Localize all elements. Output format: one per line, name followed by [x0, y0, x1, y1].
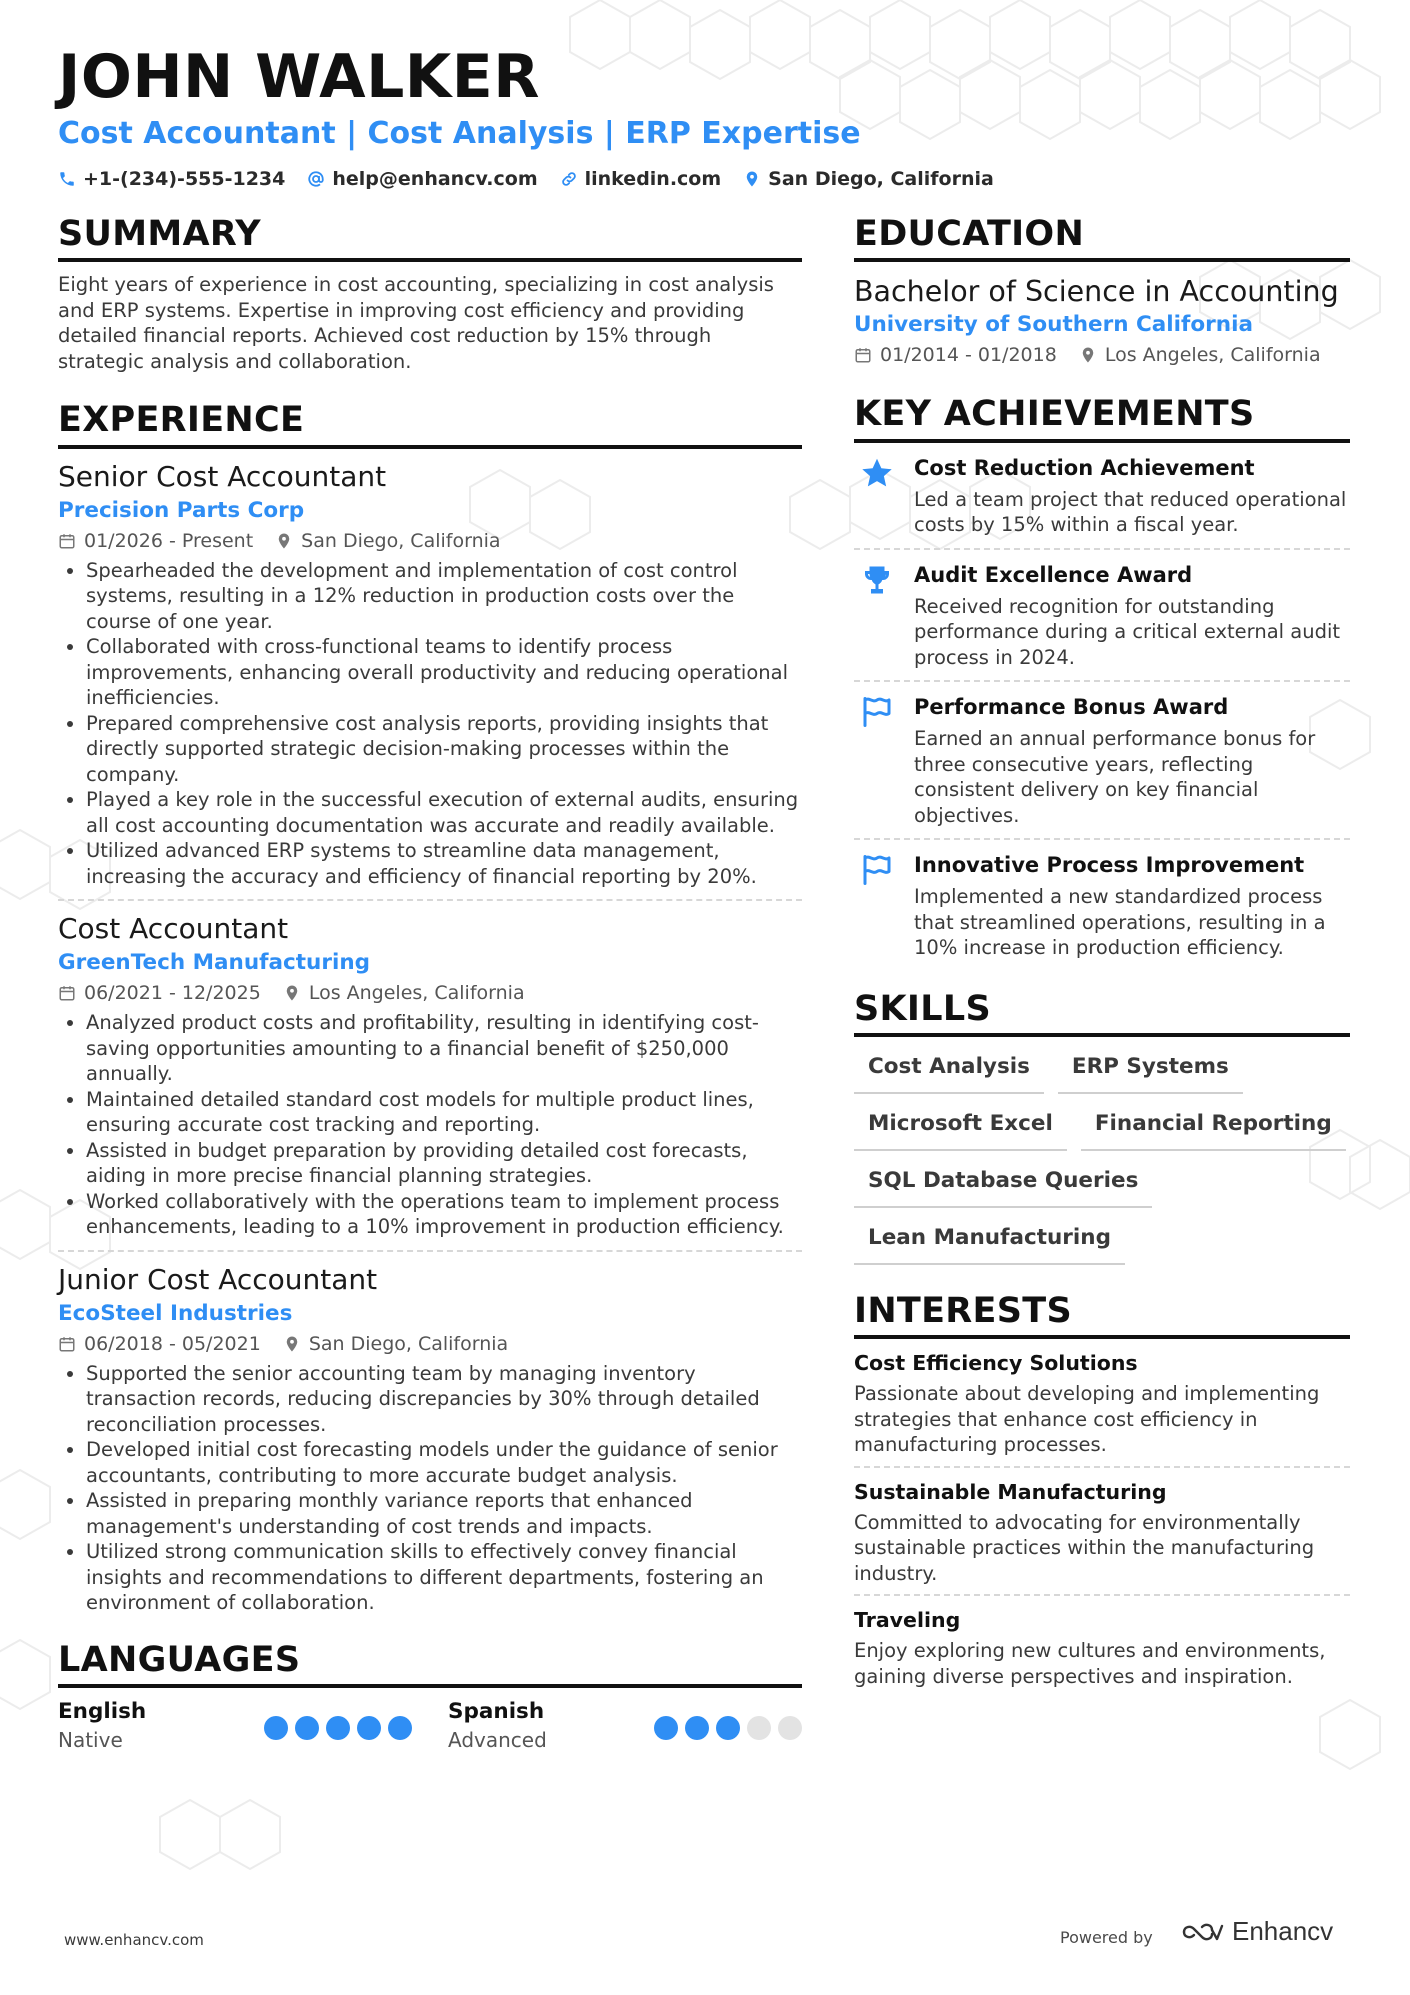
- skill-list: [854, 1051, 1350, 1265]
- job-entry: [58, 1252, 802, 1626]
- achievement-item: [854, 443, 1350, 550]
- rating-dot-empty: [747, 1716, 771, 1740]
- job-location: San Diego, California: [308, 1332, 509, 1355]
- job-bullet: • Utilized strong communication skills to effectively convey financial insights and recommendations to different departments, fostering an environment of collaboration.: [86, 1539, 802, 1616]
- job-bullet: • Prepared comprehensive cost analysis reports, providing insights that directly supported strategic decision-making processes within the company.: [86, 711, 802, 788]
- rating-dot-filled: [685, 1716, 709, 1740]
- interest-title: Traveling: [854, 1608, 961, 1632]
- company-name: Precision Parts Corp: [58, 497, 305, 523]
- language-item: [448, 1698, 802, 1754]
- achievement-item: [854, 550, 1350, 683]
- job-bullet: • Played a key role in the successful execution of external audits, ensuring all cost accounting documentation was accurate and readily available.: [86, 787, 802, 838]
- flag-icon: [854, 850, 900, 961]
- contact-phone[interactable]: [58, 168, 285, 190]
- interest-desc: Enjoy exploring new cultures and environments, gaining diverse perspectives and inspiration.: [854, 1639, 1326, 1688]
- summary-section: [58, 214, 802, 374]
- contact-email[interactable]: [307, 168, 537, 190]
- calendar-icon: [58, 984, 76, 1002]
- job-meta: [58, 1331, 802, 1357]
- language-level: Native: [58, 1727, 123, 1752]
- summary-heading: SUMMARY: [58, 214, 802, 262]
- education-location: Los Angeles, California: [1104, 344, 1321, 367]
- job-bullet: • Developed initial cost forecasting models under the guidance of senior accountants, contributing to more accurate budget analysis.: [86, 1437, 802, 1488]
- job-bullet: • Supported the senior accounting team by managing inventory transaction records, reducing discrepancies by 30% through detailed reconciliation processes.: [86, 1361, 802, 1438]
- achievement-desc: Implemented a new standardized process that streamlined operations, resulting in a 10% increase in production efficiency.: [914, 885, 1326, 959]
- job-bullets: [58, 558, 802, 890]
- calendar-icon: [58, 1335, 76, 1353]
- job-title: Senior Cost Accountant: [58, 459, 387, 493]
- powered-by-label: Powered by: [1060, 1928, 1153, 1947]
- left-column: [58, 214, 802, 1780]
- job-bullet: • Assisted in preparing monthly variance reports that enhanced management's understanding of cost trends and impacts.: [86, 1488, 802, 1539]
- education-dates: 01/2014 - 01/2018: [880, 344, 1057, 367]
- interest-item: [854, 1468, 1350, 1597]
- language-item: [58, 1698, 412, 1754]
- school-name: University of Southern California: [854, 312, 1253, 338]
- rating-dot-filled: [357, 1716, 381, 1740]
- job-location: Los Angeles, California: [308, 982, 525, 1004]
- job-bullet: • Collaborated with cross-functional teams to identify process improvements, enhancing overall productivity and reducing operational inefficiencies.: [86, 634, 802, 711]
- job-meta: [58, 528, 802, 554]
- company-name: GreenTech Manufacturing: [58, 950, 371, 975]
- languages-section: [58, 1640, 802, 1754]
- experience-section: [58, 400, 802, 1625]
- achievement-title: Innovative Process Improvement: [914, 853, 1305, 877]
- trophy-icon: [854, 560, 900, 671]
- achievement-desc: Received recognition for outstanding performance during a critical external audit process in 2024.: [914, 594, 1341, 669]
- job-bullet: • Maintained detailed standard cost models for multiple product lines, ensuring accurate cost tracking and reporting.: [86, 1087, 802, 1138]
- achievement-desc: Earned an annual performance bonus for three consecutive years, reflecting consistent delivery on key financial objectives.: [914, 727, 1316, 827]
- linkedin-text: linkedin.com: [584, 168, 722, 190]
- rating-dot-filled: [264, 1716, 288, 1740]
- footer-url[interactable]: www.enhancv.com: [64, 1931, 204, 1949]
- rating-dot-filled: [295, 1716, 319, 1740]
- flag-icon: [854, 692, 900, 828]
- achievement-item: [854, 682, 1350, 840]
- interest-desc: Committed to advocating for environmentally sustainable practices within the manufacturing industry.: [854, 1510, 1315, 1585]
- education-meta: [854, 342, 1350, 368]
- rating-dot-filled: [654, 1716, 678, 1740]
- skill-tag: ERP Systems: [1058, 1051, 1243, 1094]
- interest-desc: Passionate about developing and implementing strategies that enhance cost efficiency in manufacturing processes.: [854, 1382, 1320, 1456]
- rating-dot-empty: [778, 1716, 802, 1740]
- achievement-title: Cost Reduction Achievement: [914, 455, 1255, 480]
- job-title: Cost Accountant: [58, 912, 289, 945]
- interest-title: Cost Efficiency Solutions: [854, 1351, 1138, 1375]
- contact-linkedin[interactable]: [560, 168, 722, 190]
- skill-tag: Microsoft Excel: [854, 1108, 1067, 1151]
- job-dates: 06/2018 - 05/2021: [84, 1332, 261, 1355]
- education-heading: EDUCATION: [854, 214, 1350, 262]
- language-rating: [264, 1698, 412, 1754]
- education-section: [854, 214, 1350, 368]
- phone-icon: [58, 170, 76, 188]
- skill-tag: Financial Reporting: [1081, 1108, 1346, 1151]
- skills-section: [854, 989, 1350, 1265]
- location-pin-icon: [283, 984, 301, 1002]
- achievements-heading: KEY ACHIEVEMENTS: [854, 394, 1350, 442]
- job-location: San Diego, California: [301, 529, 501, 552]
- job-bullet: • Utilized advanced ERP systems to streamline data management, increasing the accuracy and efficiency of financial reporting by 20%.: [86, 838, 802, 889]
- achievement-item: [854, 840, 1350, 971]
- enhancv-logo-icon: [1180, 1920, 1224, 1944]
- skill-tag: SQL Database Queries: [854, 1165, 1152, 1208]
- rating-dot-filled: [326, 1716, 350, 1740]
- interest-title: Sustainable Manufacturing: [854, 1479, 1167, 1504]
- rating-dot-filled: [388, 1716, 412, 1740]
- summary-text: Eight years of experience in cost accounting, specializing in cost analysis and ERP systems. Expertise in improving cost efficiency and providing detailed financial reports. Achieved cost reduction by 15% through strategic analysis and collaboration.: [58, 273, 774, 373]
- location-pin-icon: [743, 170, 761, 188]
- job-title: Junior Cost Accountant: [58, 1262, 378, 1296]
- skills-heading: SKILLS: [854, 989, 1350, 1037]
- link-icon: [560, 170, 578, 188]
- job-dates: 01/2026 - Present: [84, 529, 254, 552]
- location-pin-icon: [283, 1335, 301, 1353]
- candidate-name: JOHN WALKER: [58, 42, 540, 112]
- skill-tag: Lean Manufacturing: [854, 1222, 1125, 1265]
- degree-title: Bachelor of Science in Accounting: [854, 275, 1339, 309]
- interest-item: [854, 1596, 1350, 1697]
- achievement-title: Audit Excellence Award: [914, 562, 1193, 587]
- contact-bar: [58, 168, 994, 190]
- achievement-title: Performance Bonus Award: [914, 695, 1229, 719]
- experience-heading: EXPERIENCE: [58, 400, 802, 448]
- language-name: English: [58, 1698, 147, 1724]
- job-bullet: • Worked collaboratively with the operations team to implement process enhancements, leading to a 10% improvement in production efficiency.: [86, 1189, 802, 1240]
- calendar-icon: [58, 532, 76, 550]
- at-icon: [307, 170, 325, 188]
- language-list: [58, 1698, 802, 1754]
- location-pin-icon: [1079, 346, 1097, 364]
- achievements-section: [854, 394, 1350, 970]
- languages-heading: LANGUAGES: [58, 1640, 802, 1688]
- achievement-desc: Led a team project that reduced operational costs by 15% within a fiscal year.: [914, 487, 1347, 536]
- rating-dot-filled: [716, 1716, 740, 1740]
- job-bullet: • Assisted in budget preparation by providing detailed cost forecasts, aiding in more precise financial planning strategies.: [86, 1138, 802, 1189]
- job-bullets: [58, 1010, 802, 1240]
- contact-location: [743, 168, 994, 190]
- job-dates: 06/2021 - 12/2025: [84, 982, 261, 1004]
- interest-item: [854, 1339, 1350, 1468]
- job-entry: [58, 901, 802, 1252]
- skill-tag: Cost Analysis: [854, 1051, 1044, 1094]
- email-text: help@enhancv.com: [332, 168, 538, 190]
- calendar-icon: [854, 346, 872, 364]
- job-bullets: [58, 1361, 802, 1616]
- language-rating: [654, 1698, 802, 1754]
- language-name: Spanish: [448, 1698, 545, 1724]
- interests-section: [854, 1291, 1350, 1697]
- job-entry: [58, 449, 802, 902]
- right-column: [854, 214, 1350, 1723]
- job-bullet: • Spearheaded the development and implementation of cost control systems, resulting in a 12% reduction in production costs over the course of one year.: [86, 558, 802, 635]
- job-bullet: • Analyzed product costs and profitability, resulting in identifying cost-saving opportunities amounting to a financial benefit of $250,000 annually.: [86, 1010, 802, 1087]
- interests-heading: INTERESTS: [854, 1291, 1350, 1339]
- location-text: San Diego, California: [768, 168, 994, 190]
- location-pin-icon: [275, 532, 293, 550]
- headline: Cost Accountant | Cost Analysis | ERP Expertise: [58, 116, 861, 151]
- job-meta: [58, 980, 802, 1006]
- company-name: EcoSteel Industries: [58, 1300, 293, 1326]
- brand-logo[interactable]: [1180, 1916, 1333, 1947]
- star-icon: [854, 453, 900, 538]
- brand-name: Enhancv: [1232, 1916, 1334, 1946]
- phone-text: +1-(234)-555-1234: [83, 168, 286, 190]
- language-level: Advanced: [448, 1727, 547, 1752]
